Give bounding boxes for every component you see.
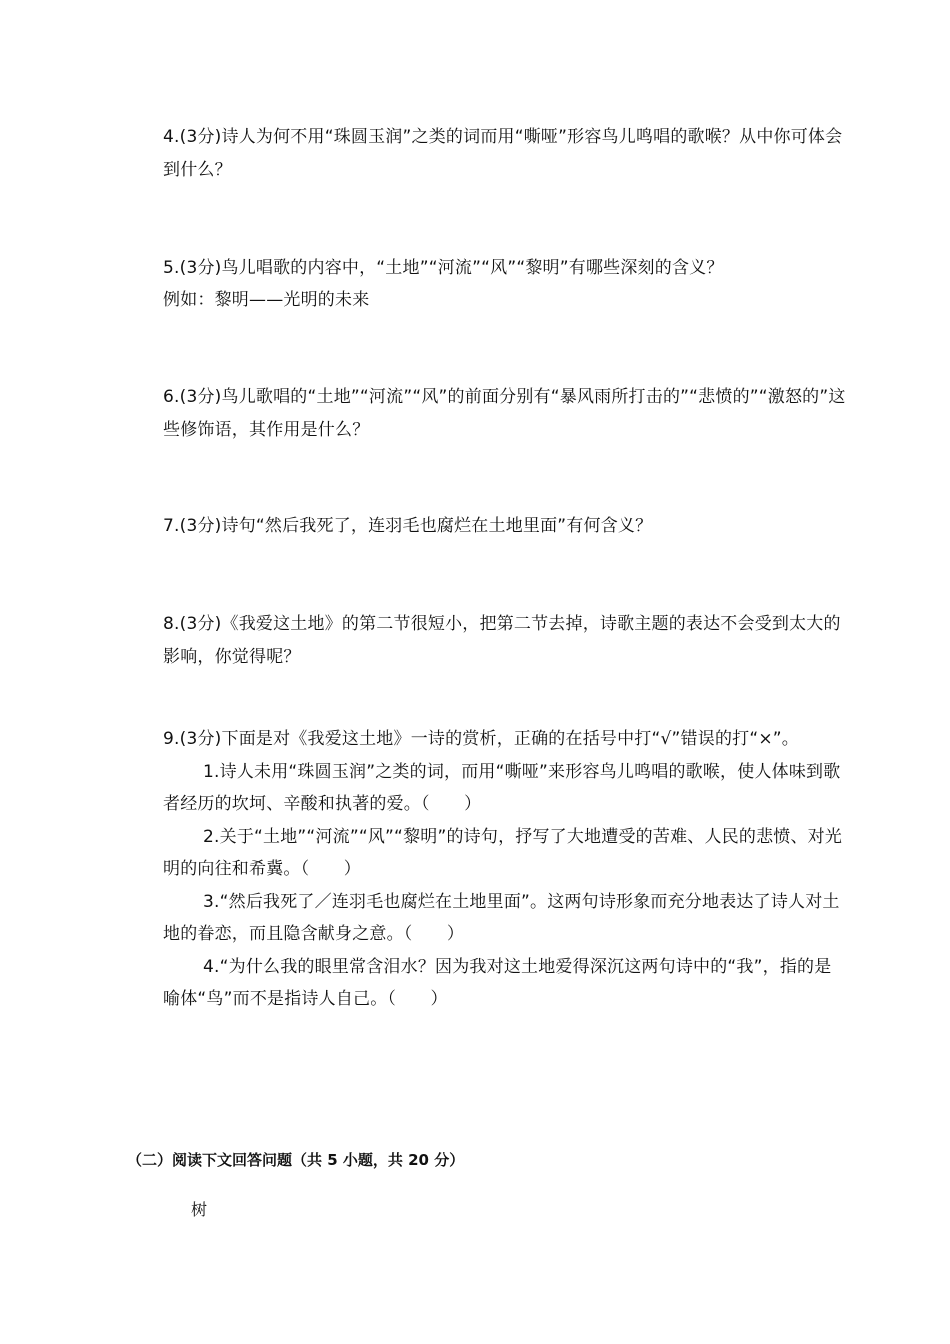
q6-line-1: 6.(3分)鸟儿歌唱的“土地”“河流”“风”的前面分别有“暴风雨所打击的”“悲愤的”“激怒的”这 (163, 387, 846, 407)
q9-item-4-line-1: 4.“为什么我的眼里常含泪水？因为我对这土地爱得深沉这两句诗中的“我”，指的是 (203, 957, 832, 977)
q9-item-1-line-1: 1.诗人未用“珠圆玉润”之类的词，而用“嘶哑”来形容鸟儿鸣唱的歌喉，使人体味到歌 (203, 762, 841, 782)
q5-line-1: 5.(3分)鸟儿唱歌的内容中，“土地”“河流”“风”“黎明”有哪些深刻的含义？ (163, 258, 724, 278)
q8-line-1: 8.(3分)《我爱这土地》的第二节很短小，把第二节去掉，诗歌主题的表达不会受到太大的 (163, 614, 841, 634)
q6-line-2: 些修饰语，其作用是什么？ (163, 420, 370, 440)
q9-item-3-line-2: 地的眷恋，而且隐含献身之意。（ ） (163, 924, 465, 944)
q7-line-1: 7.(3分)诗句“然后我死了，连羽毛也腐烂在土地里面”有何含义？ (163, 516, 653, 536)
q4-line-1: 4.(3分)诗人为何不用“珠圆玉润”之类的词而用“嘶哑”形容鸟儿鸣唱的歌喉？从中你可体会 (163, 127, 843, 147)
q9-item-3-line-1: 3.“然后我死了／连羽毛也腐烂在土地里面”。这两句诗形象而充分地表达了诗人对土 (203, 892, 840, 912)
q9-item-2-line-2: 明的向往和希冀。（ ） (163, 859, 361, 879)
section-2-heading: （二）阅读下文回答问题（共 5 小题，共 20 分） (127, 1151, 465, 1169)
q9-item-2-line-1: 2.关于“土地”“河流”“风”“黎明”的诗句，抒写了大地遭受的苦难、人民的悲愤、对光 (203, 827, 843, 847)
q5-example: 例如：黎明——光明的未来 (163, 290, 370, 310)
q9-stem: 9.(3分)下面是对《我爱这土地》一诗的赏析，正确的在括号中打“√”错误的打“×”。 (163, 729, 800, 749)
q9-item-1-line-2: 者经历的坎坷、辛酸和执著的爱。（ ） (163, 794, 482, 814)
q9-item-4-line-2: 喻体“鸟”而不是指诗人自己。（ ） (163, 989, 448, 1009)
q4-line-2: 到什么？ (163, 160, 232, 180)
passage-title: 树 (191, 1200, 208, 1219)
q8-line-2: 影响，你觉得呢？ (163, 647, 301, 667)
